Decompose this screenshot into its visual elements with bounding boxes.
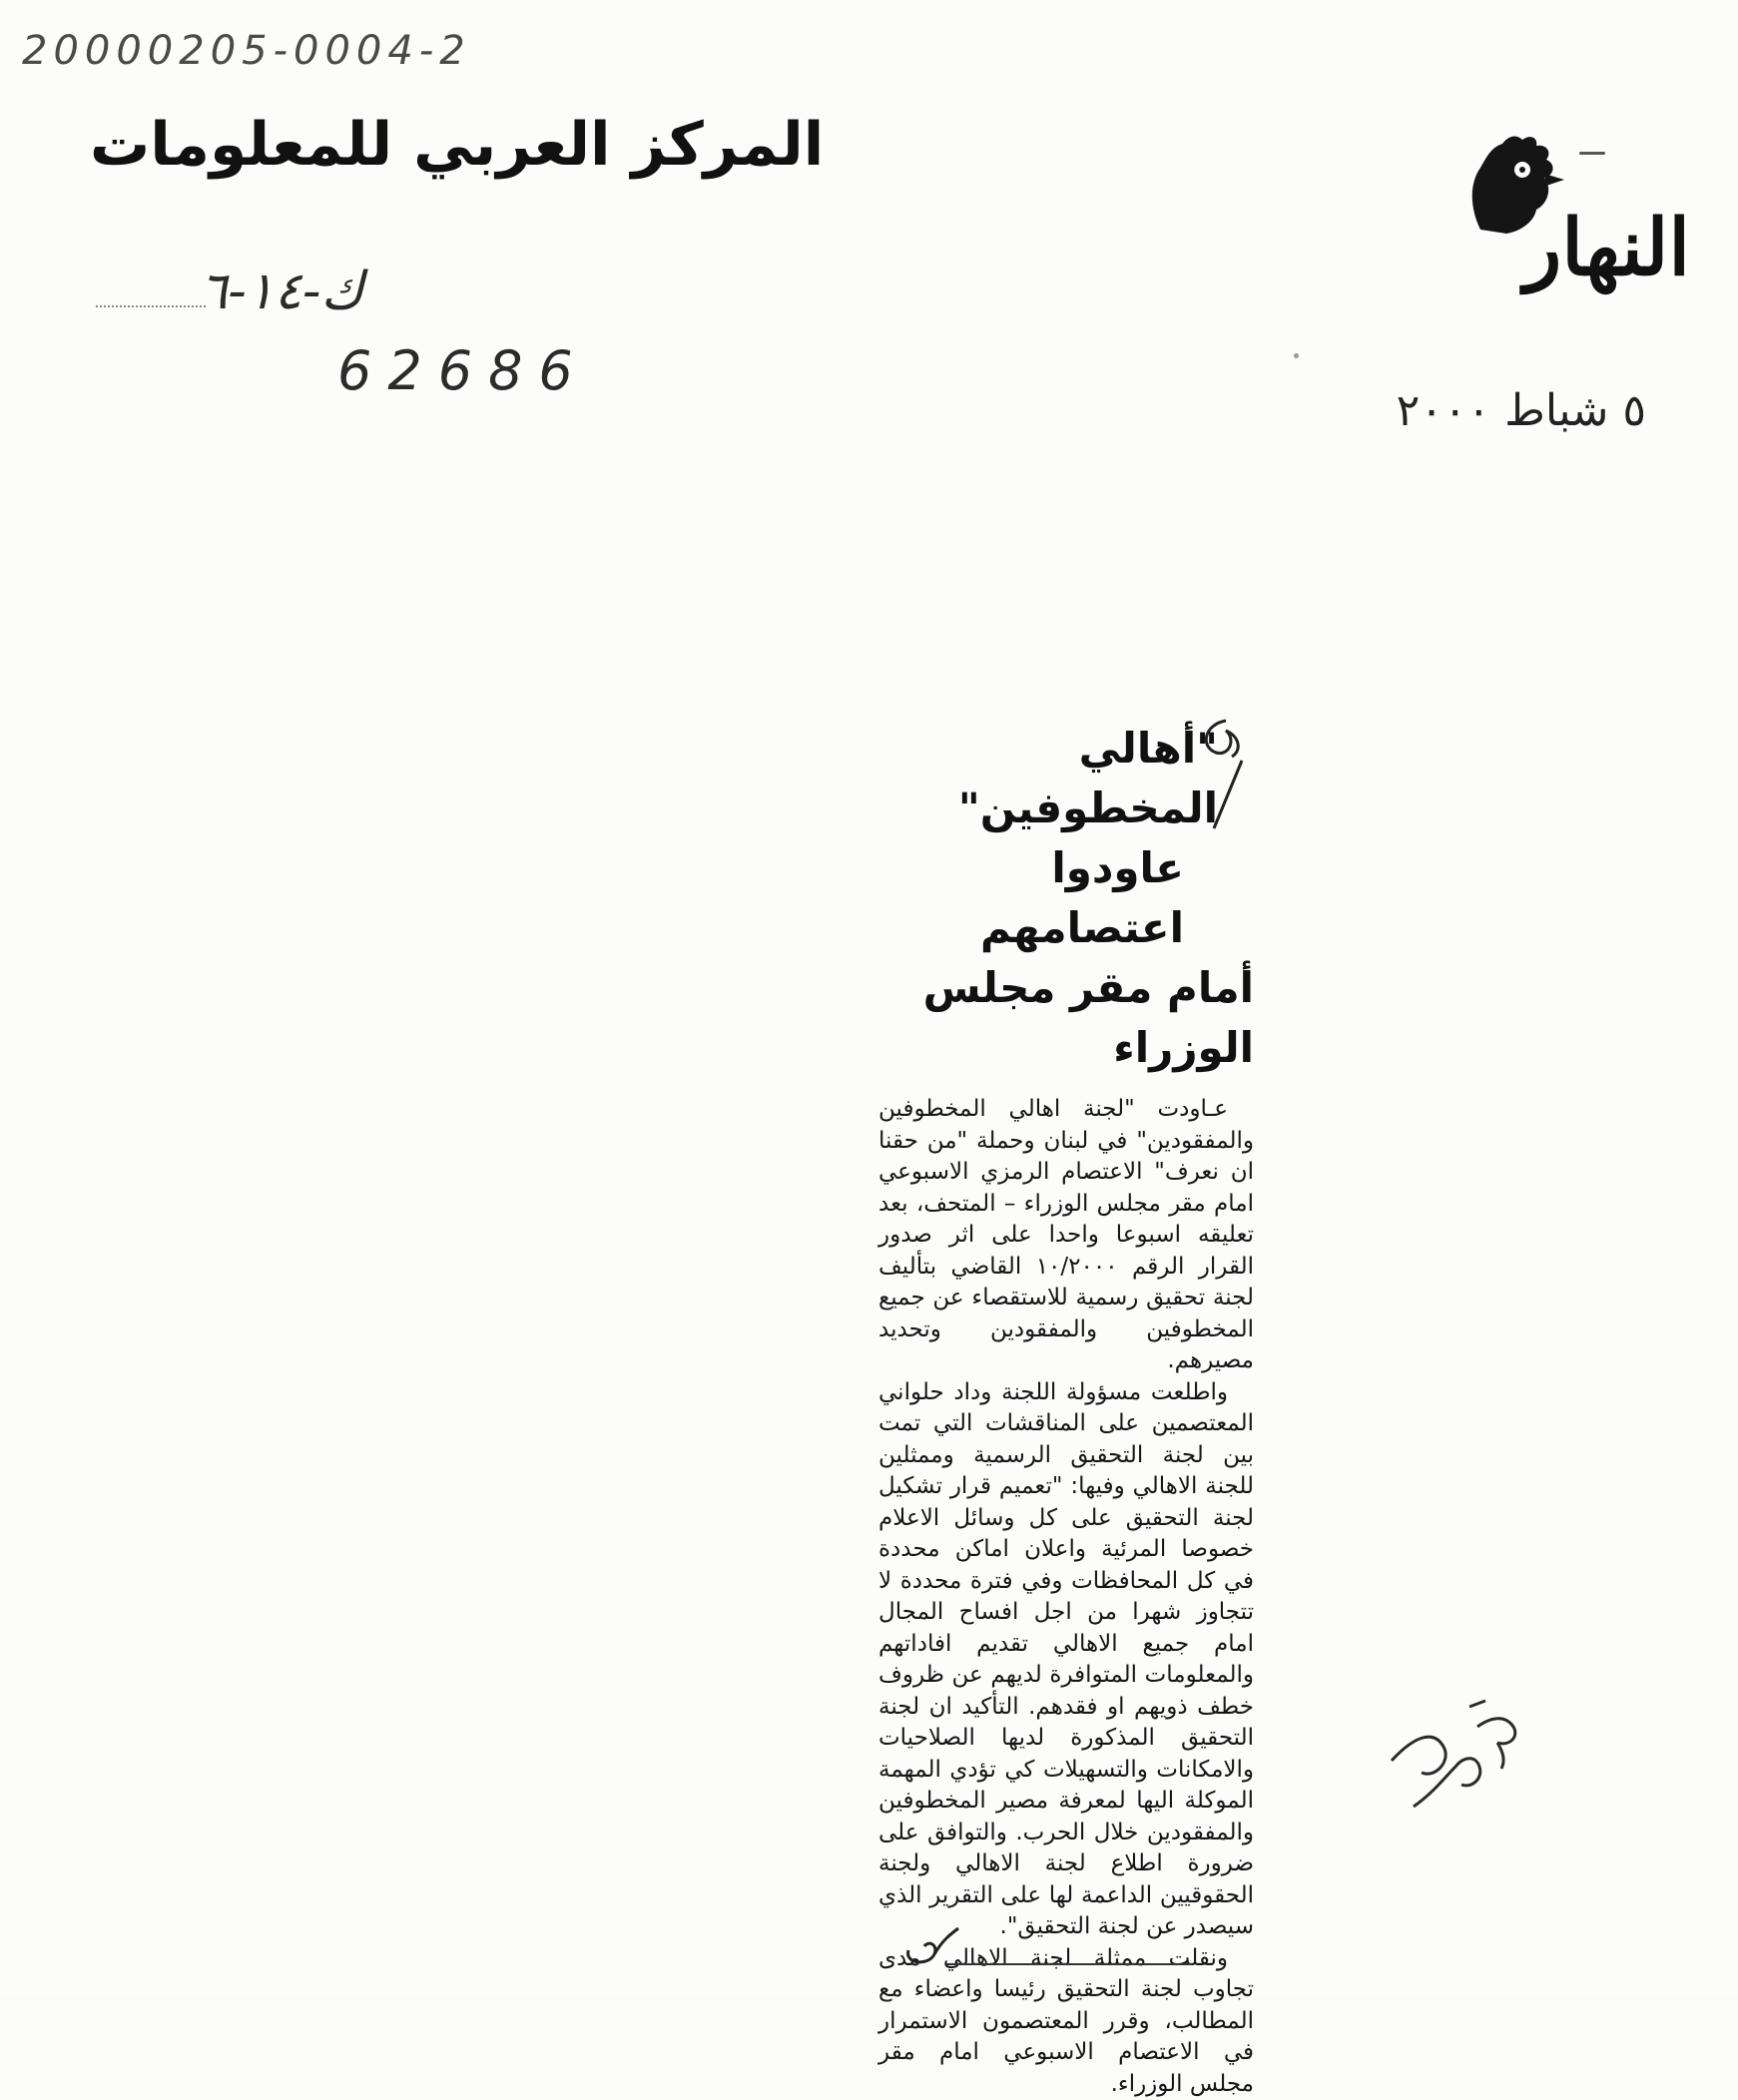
- headline-line-3: أمام مقر مجلس الوزراء: [878, 958, 1254, 1078]
- scan-speck: [1579, 152, 1605, 155]
- headline-line-2: عاودوا اعتصامهم: [878, 838, 1254, 958]
- file-number: 62686: [337, 339, 589, 402]
- file-reference: ك-١٤-٦: [200, 262, 363, 321]
- archive-code: 20000205-0004-2: [22, 28, 471, 74]
- newspaper-name: النهار: [1524, 203, 1690, 293]
- article: [878, 719, 1254, 2100]
- article-paragraph: عـاودت "لجنة اهالي المخطوفين والمفقودين" في لبنان وحملة "من حقنا ان نعرف" الاعتصام الرمزي الاسبوعي امام مقر مجلس الوزراء – المتحف، بعد تعليقه اسبوعا واحدا على اثر صدور القرار الرقم ١٠/٢٠٠٠ القاضي بتأليف لجنة تحقيق رسمية للاستقصاء عن جميع المخطوفين والمفقودين وتحديد مصيرهم.: [878, 1094, 1254, 1377]
- article-paragraph: واطلعت مسؤولة اللجنة وداد حلواني المعتصمين على المناقشات التي تمت بين لجنة التحقيق الرسمية وممثلين للجنة الاهالي وفيها: "تعميم قرار تشكيل لجنة التحقيق على كل وسائل الاعلام خصوصا المرئية واعلان اماكن محددة في كل المحافظات وفي فترة محددة لا تتجاوز شهرا من اجل افساح المجال امام جميع الاهالي تقديم افاداتهم والمعلومات المتوافرة لديهم عن ظروف خطف ذويهم او فقدهم. التأكيد ان لجنة التحقيق المذكورة لديها الصلاحيات والامكانات والتسهيلات كي تؤدي المهمة الموكلة اليها لمعرفة مصير المخطوفين والمفقودين خلال الحرب. والتوافق على ضرورة اطلاع لجنة الاهالي ولجنة الحقوقيين الداعمة لها على التقرير الذي سيصدر عن لجنة التحقيق".: [878, 1377, 1254, 1943]
- article-paragraph: ونقلت ممثلة لجنة الاهالي مدى تجاوب لجنة التحقيق رئيسا واعضاء مع المطالب، وقرر المعتصمون الاستمرار في الاعتصام الاسبوعي امام مقر مجلس الوزراء.: [878, 1943, 1254, 2100]
- newspaper-logo: [1311, 130, 1690, 299]
- article-end-rule: [946, 1963, 1192, 1965]
- center-header: المركز العربي للمعلومات: [90, 110, 824, 180]
- margin-signature-icon: [1374, 1697, 1533, 1837]
- file-ref-dotted-line: [96, 305, 206, 307]
- issue-date: ٥ شباط ٢٠٠٠: [1397, 385, 1646, 436]
- scan-speck: [1294, 353, 1299, 358]
- headline-line-1: "أهالي المخطوفين": [878, 719, 1254, 838]
